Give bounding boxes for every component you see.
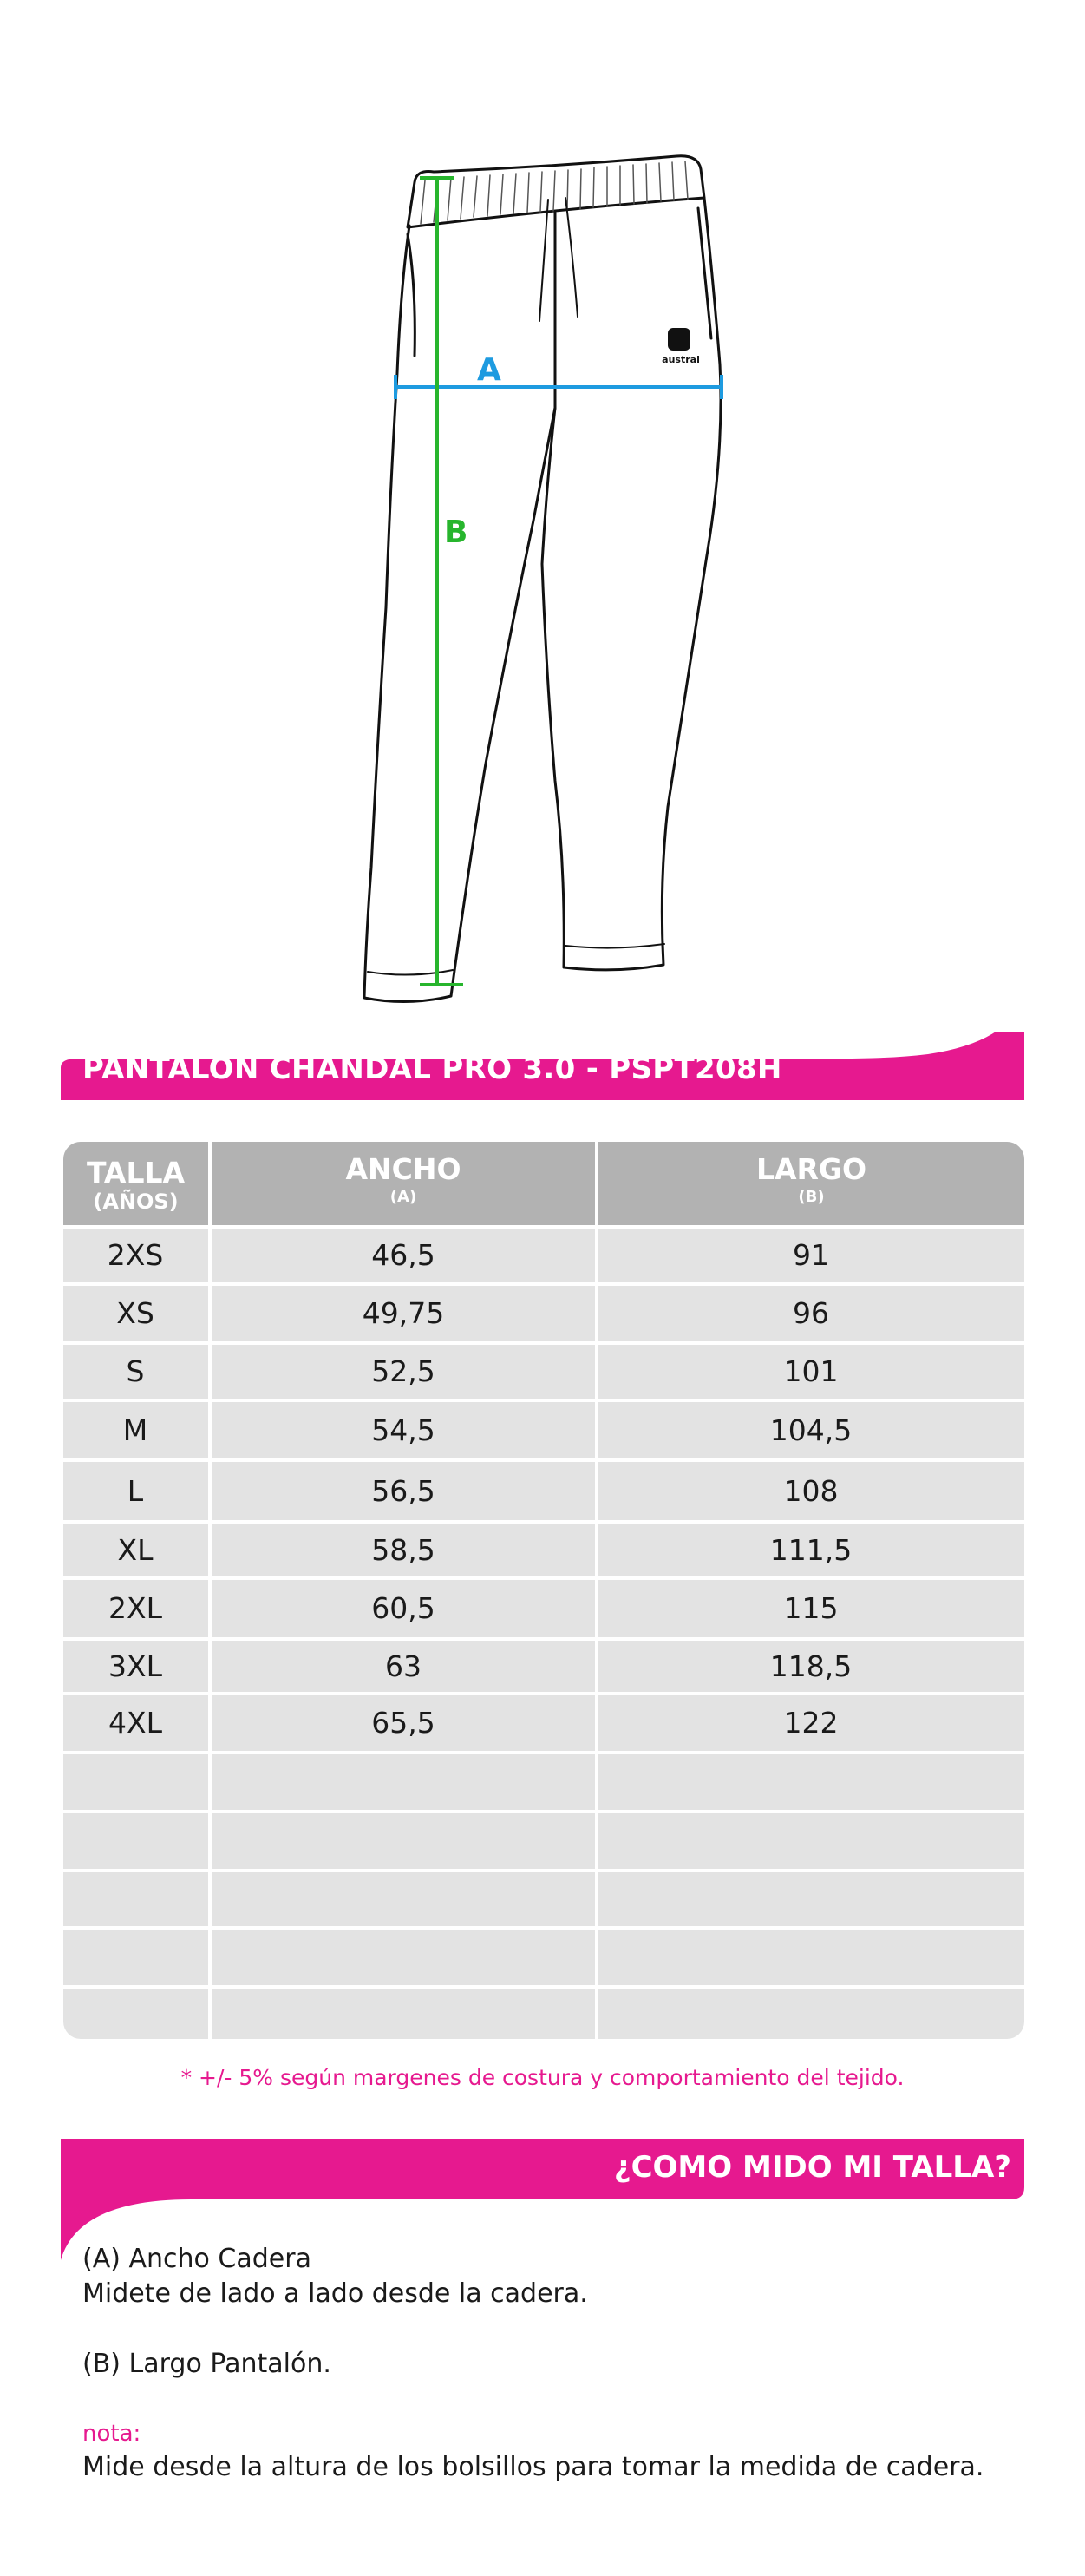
- header-largo-sub: (B): [798, 1188, 825, 1206]
- row-divider: [63, 1341, 1024, 1345]
- measure-a-title: (A) Ancho Cadera: [82, 2244, 311, 2274]
- row-divider: [63, 1985, 1024, 1989]
- cell-talla: 2XL: [108, 1591, 162, 1625]
- note-label: nota:: [82, 2421, 141, 2447]
- howto-heading: ¿COMO MIDO MI TALLA?: [613, 2150, 1011, 2185]
- header-talla-main: TALLA: [86, 1156, 186, 1190]
- header-ancho: [212, 1142, 595, 1225]
- left-leg-outline: [364, 226, 555, 1002]
- measure-b-line: [420, 178, 463, 985]
- brand-logo: [662, 328, 700, 365]
- tolerance-note: * +/- 5% según margenes de costura y comportamiento del tejido.: [180, 2065, 905, 2090]
- cell-talla: XL: [117, 1532, 154, 1567]
- header-ancho-sub: (A): [389, 1188, 417, 1206]
- row-divider: [63, 1692, 1024, 1695]
- logo-text: austral: [662, 354, 700, 365]
- cell-ancho: 49,75: [362, 1296, 445, 1330]
- row-divider: [63, 1869, 1024, 1872]
- row-divider: [63, 1458, 1024, 1462]
- cell-largo: 96: [793, 1296, 829, 1330]
- cell-talla: M: [122, 1413, 148, 1447]
- note-text: Mide desde la altura de los bolsillos para tomar la medida de cadera.: [82, 2452, 984, 2482]
- column-divider: [595, 1142, 598, 2039]
- measure-b-label: B: [444, 515, 468, 550]
- header-ancho-main: ANCHO: [345, 1152, 461, 1186]
- left-cuff: [368, 970, 453, 975]
- cell-ancho: 46,5: [371, 1238, 435, 1272]
- row-divider: [63, 1637, 1024, 1641]
- cell-ancho: 58,5: [371, 1532, 435, 1567]
- row-divider: [63, 1926, 1024, 1930]
- cell-ancho: 63: [385, 1649, 422, 1683]
- measure-a-description: Midete de lado a lado desde la cadera.: [82, 2278, 588, 2309]
- header-largo-main: LARGO: [755, 1152, 867, 1186]
- header-largo: [598, 1142, 1024, 1225]
- cell-largo: 104,5: [769, 1413, 853, 1447]
- cell-talla: 3XL: [108, 1649, 162, 1683]
- drawstring-left: [539, 200, 548, 321]
- cell-ancho: 56,5: [371, 1473, 435, 1508]
- cell-ancho: 54,5: [371, 1413, 435, 1447]
- measure-a-line: [395, 375, 722, 399]
- right-cuff: [565, 944, 664, 948]
- cell-largo: 101: [783, 1354, 839, 1388]
- cell-largo: 118,5: [769, 1649, 853, 1683]
- row-divider: [63, 1576, 1024, 1580]
- size-table: [63, 1142, 1024, 2039]
- measure-a-label: A: [477, 352, 501, 388]
- row-divider: [63, 1282, 1024, 1286]
- left-pocket: [408, 234, 415, 356]
- cell-talla: 4XL: [108, 1706, 162, 1740]
- row-divider: [63, 1399, 1024, 1402]
- drawstring-right: [565, 198, 578, 317]
- pants-illustration: [0, 0, 1085, 1032]
- column-divider: [208, 1142, 212, 2039]
- product-title: PANTALON CHANDAL PRO 3.0 - PSPT208H: [82, 1052, 782, 1086]
- cell-largo: 122: [783, 1706, 839, 1740]
- cell-ancho: 60,5: [371, 1591, 435, 1625]
- row-divider: [63, 1810, 1024, 1813]
- cell-largo: 91: [793, 1238, 829, 1272]
- row-divider: [63, 1751, 1024, 1754]
- cell-talla: L: [127, 1473, 144, 1508]
- header-talla-sub: (AÑOS): [93, 1190, 179, 1214]
- right-pocket: [698, 208, 711, 338]
- cell-ancho: 65,5: [371, 1706, 435, 1740]
- header-talla: [63, 1142, 208, 1225]
- row-divider: [63, 1520, 1024, 1524]
- cell-talla: 2XS: [107, 1238, 164, 1272]
- right-leg-outline: [542, 198, 721, 970]
- cell-largo: 111,5: [769, 1532, 853, 1567]
- row-divider: [63, 1225, 1024, 1229]
- cell-talla: S: [126, 1354, 145, 1388]
- cell-talla: XS: [116, 1296, 154, 1330]
- measure-b-title: (B) Largo Pantalón.: [82, 2349, 331, 2379]
- cell-ancho: 52,5: [371, 1354, 435, 1388]
- cell-largo: 108: [783, 1473, 839, 1508]
- cell-largo: 115: [783, 1591, 839, 1625]
